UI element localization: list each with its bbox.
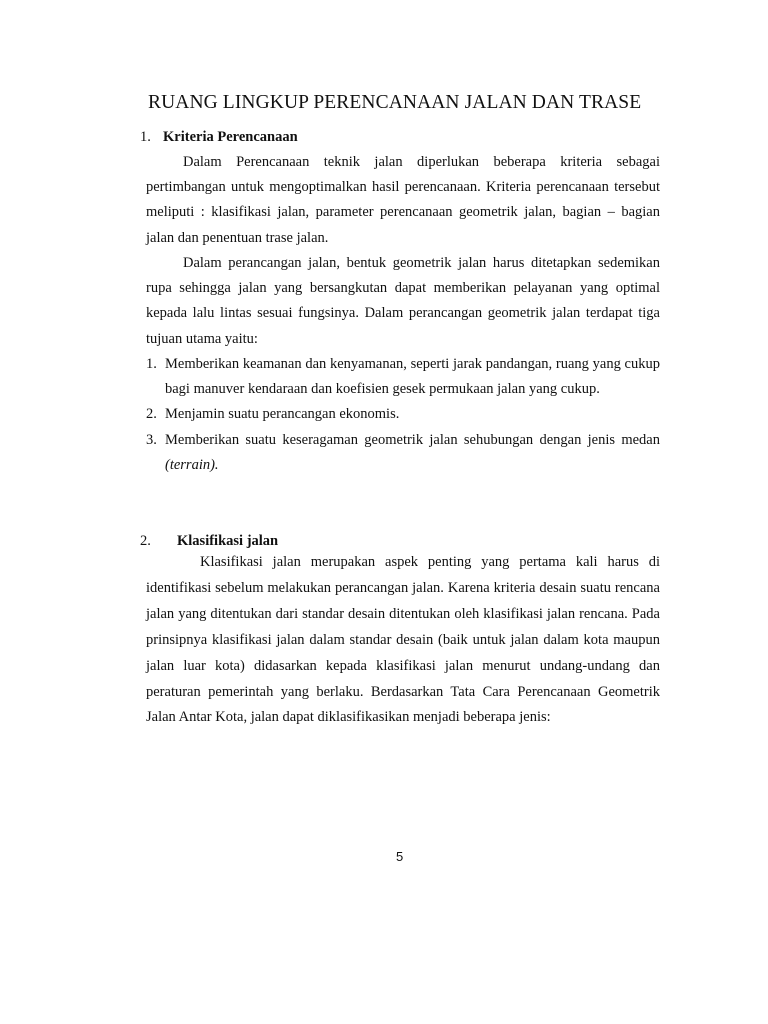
page-number: 5 (396, 849, 404, 864)
section-1-number: 1. (140, 129, 151, 145)
list-item (146, 352, 660, 402)
list-item-text: Menjamin suatu perancangan ekonomis. (165, 406, 400, 423)
list-item (146, 402, 660, 427)
section-1-paragraph-2: Dalam perancangan jalan, bentuk geometrik jalan harus ditetapkan sedemikan rupa sehingga jalan yang bersangkutan dapat memberikan pelayanan yang optimal kepada lalu lintas sesuai fungsinya. Dalam perancangan geometrik jalan terdapat tiga tujuan utama yaitu: (146, 255, 660, 347)
page-title: RUANG LINGKUP PERENCANAAN JALAN DAN TRASE (148, 92, 642, 113)
list-marker: 1. (146, 356, 157, 372)
section-1-paragraph-1: Dalam Perencanaan teknik jalan diperlukan beberapa kriteria sebagai pertimbangan untuk mengoptimalkan hasil perencanaan. Kriteria perencanaan tersebut meliputi : klasifikasi jalan, parameter perencanaan geometrik jalan, bagian – bagian jalan dan penentuan trase jalan. (146, 154, 660, 246)
list-item-italic: (terrain). (165, 456, 219, 473)
list-item-text: Memberikan keamanan dan kenyamanan, seperti jarak pandangan, ruang yang cukup bagi manuver kendaraan dan koefisien gesek permukaan jalan yang cukup. (165, 356, 660, 398)
list-item-text: Memberikan suatu keseragaman geometrik jalan sehubungan dengan jenis medan (165, 431, 660, 448)
section-2-number: 2. (140, 533, 151, 549)
section-1-title: Kriteria Perencanaan (163, 129, 298, 145)
list-marker: 3. (146, 431, 157, 448)
section-2-paragraph-1: Klasifikasi jalan merupakan aspek penting yang pertama kali harus di identifikasi sebelum melakukan perancangan jalan. Karena kriteria desain suatu rencana jalan yang ditentukan dari standar desain ditentukan oleh klasifikasi jalan rencana. Pada prinsipnya klasifikasi jalan dalam standar desain (baik untuk jalan dalam kota maupun jalan luar kota) didasarkan kepada klasifikasi jalan menurut undang-undang dan peraturan pemerintah yang berlaku. Berdasarkan Tata Cara Perencanaan Geometrik Jalan Antar Kota, jalan dapat diklasifikasikan menjadi beberapa jenis: (146, 554, 660, 726)
list-item (146, 428, 660, 478)
section-2-title: Klasifikasi jalan (177, 533, 279, 549)
objectives-list (146, 352, 660, 478)
list-marker: 2. (146, 406, 157, 423)
